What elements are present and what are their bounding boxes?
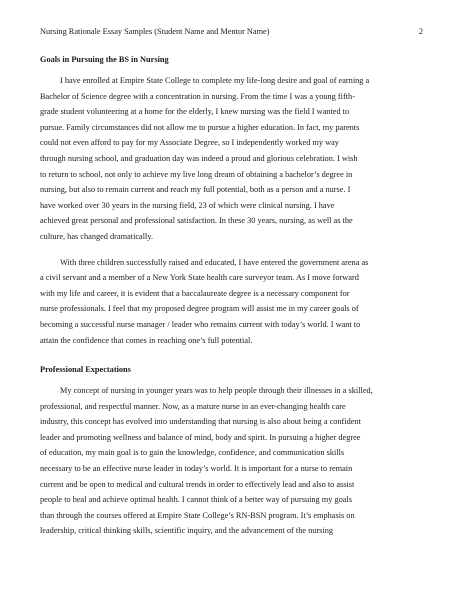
- text-line: grade student volunteering at a home for the elderly, I knew nursing was the field I wanted to: [40, 107, 350, 117]
- text-line: becoming a successful nurse manager / leader who remains current with today’s world. I want to: [40, 319, 361, 329]
- text-line: a civil servant and a member of a New York State health care surveyor team. As I move forward: [40, 273, 359, 283]
- text-line: could not even afford to pay for my Associate Degree, so I independently worked my way: [40, 138, 339, 148]
- text-line: attain the confidence that comes in reaching one’s full potential.: [40, 335, 253, 345]
- text-line: Bachelor of Science degree with a concentration in nursing. From the time I was a young fifth-: [40, 91, 355, 101]
- text-line: professional, and respectful manner. Now, as a mature nurse in an ever-changing health care: [40, 401, 346, 411]
- section-heading-goals: Goals in Pursuing the BS in Nursing: [40, 55, 169, 64]
- text-line: pursue. Family circumstances did not allow me to pursue a higher education. In fact, my parents: [40, 122, 360, 132]
- paragraph-expectations-1: [40, 383, 431, 539]
- text-line: current and be open to medical and cultural trends in order to effectively lead and also to assist: [40, 479, 355, 489]
- paragraph-goals-1: [40, 73, 431, 245]
- text-line: than through the courses offered at Empire State College’s RN-BSN program. It’s emphasis on: [40, 510, 355, 520]
- text-line: through nursing school, and graduation day was indeed a proud and glorious celebration. I wish: [40, 153, 358, 163]
- text-line: leader and promoting wellness and balance of mind, body and spirit. In pursuing a higher degree: [40, 432, 361, 442]
- page-number: 2: [418, 27, 423, 36]
- section-heading-professional-expectations: Professional Expectations: [40, 365, 131, 375]
- paragraph-goals-2: [40, 255, 431, 349]
- text-line: culture, has changed dramatically.: [40, 231, 154, 241]
- text-line: nursing, but also to remain current and reach my full potential, both as a person and a nurse. I: [40, 185, 351, 195]
- text-line: with my life and career, it is evident that a baccalaureate degree is a necessary component for: [40, 288, 350, 298]
- document-body: [40, 54, 431, 539]
- text-line: to return to school, not only to achieve my live long dream of obtaining a bachelor’s degree in: [40, 169, 353, 179]
- text-line: industry, this concept has evolved into understanding that nursing is also about being a confident: [40, 417, 361, 427]
- text-line: necessary to be an effective nurse leader in today’s world. It is important for a nurse to remain: [40, 464, 353, 474]
- text-line: My concept of nursing in younger years was to help people through their illnesses in a skilled,: [60, 386, 373, 396]
- text-line: of education, my main goal is to gain the knowledge, confidence, and communication skills: [40, 448, 345, 458]
- text-line: nurse professionals. I feel that my proposed degree program will assist me in my career goals of: [40, 304, 359, 314]
- running-title: Nursing Rationale Essay Samples (Student Name and Mentor Name): [40, 27, 270, 36]
- text-line: achieved great personal and professional satisfaction. In these 30 years, nursing, as well as the: [40, 216, 353, 226]
- text-line: I have enrolled at Empire State College to complete my life-long desire and goal of earning a: [60, 76, 370, 85]
- text-line: have worked over 30 years in the nursing field, 23 of which were clinical nursing. I have: [40, 200, 335, 210]
- text-line: people to heal and achieve optimal health. I cannot think of a better way of pursuing my goals: [40, 495, 352, 505]
- text-line: leadership, critical thinking skills, scientific inquiry, and the advancement of the nursing: [40, 526, 333, 536]
- text-line: With three children successfully raised and educated, I have entered the government arena as: [60, 257, 369, 267]
